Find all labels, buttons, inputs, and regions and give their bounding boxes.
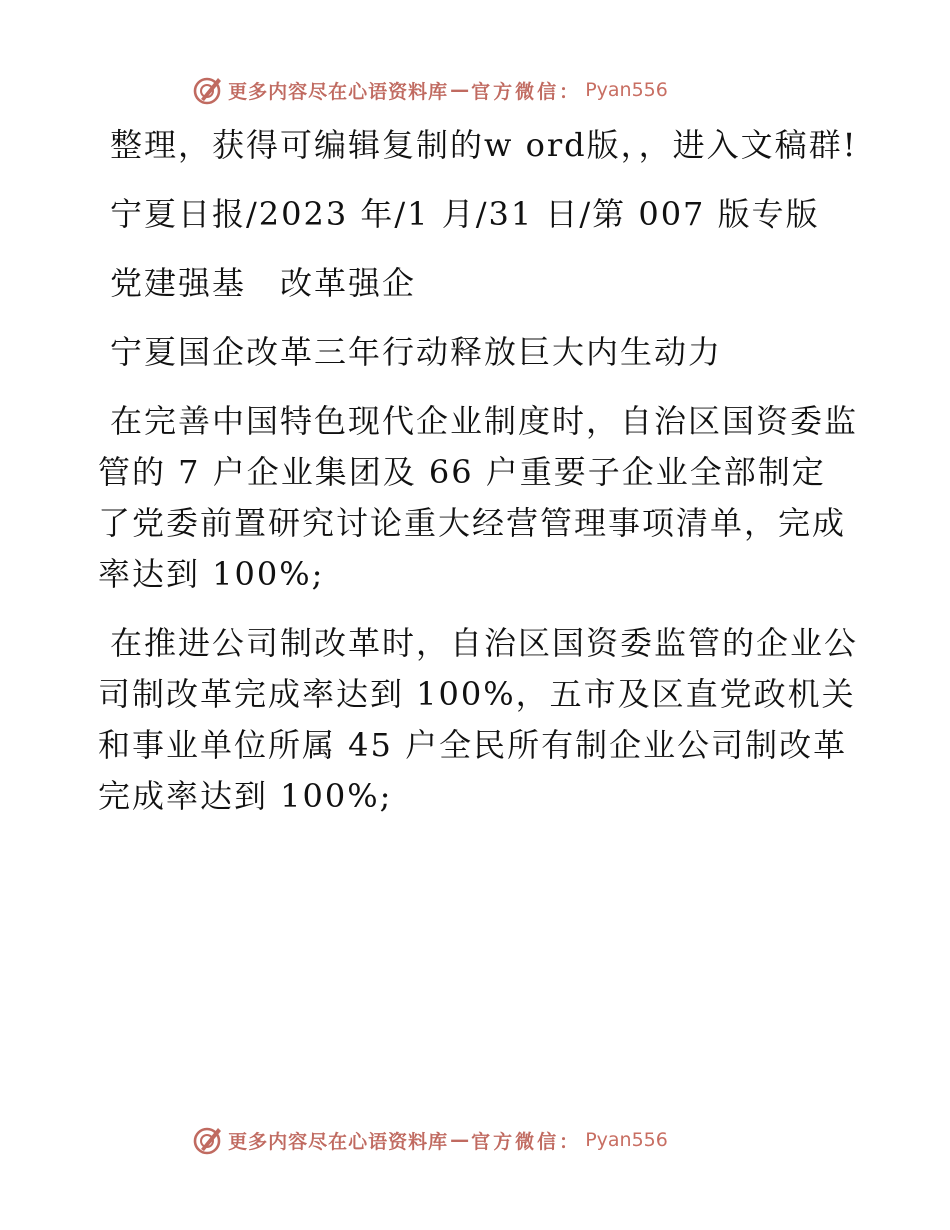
watermark-brand: 更多内容尽在心语资料库 <box>228 1130 449 1153</box>
watermark-header <box>0 70 950 110</box>
watermark-label: 官方微信： <box>471 1130 582 1153</box>
paragraph-body-1: 在完善中国特色现代企业制度时，自治区国资委监管的 7 户企业集团及 66 户重要子企业全部制定了党委前置研究讨论重大经营管理事项清单，完成率达到 100%; <box>98 402 859 593</box>
watermark-dash: — <box>450 1129 470 1151</box>
paragraph-body-2: 在推进公司制改革时，自治区国资委监管的企业公司制改革完成率达到 100%，五市及区直党政机关和事业单位所属 45 户全民所有制企业公司制改革完成率达到 100%; <box>98 624 859 815</box>
paragraph-slogan: 党建强基 改革强企 <box>110 264 417 302</box>
watermark-brand: 更多内容尽在心语资料库 <box>228 80 449 103</box>
watermark-id: Pyan556 <box>585 1129 668 1151</box>
pen-logo-icon <box>192 74 224 106</box>
pen-logo-icon <box>192 1124 224 1156</box>
watermark-label: 官方微信： <box>471 80 582 103</box>
watermark-dash: — <box>450 79 470 101</box>
paragraph-source: 宁夏日报/2023 年/1 月/31 日/第 007 版专版 <box>110 195 820 233</box>
paragraph-headline: 宁夏国企改革三年行动释放巨大内生动力 <box>110 333 723 371</box>
document-body <box>98 120 858 840</box>
paragraph-intro: 整理，获得可编辑复制的w ord版，，进入文稿群! <box>110 126 858 164</box>
watermark-footer <box>0 1120 950 1160</box>
watermark-id: Pyan556 <box>585 79 668 101</box>
